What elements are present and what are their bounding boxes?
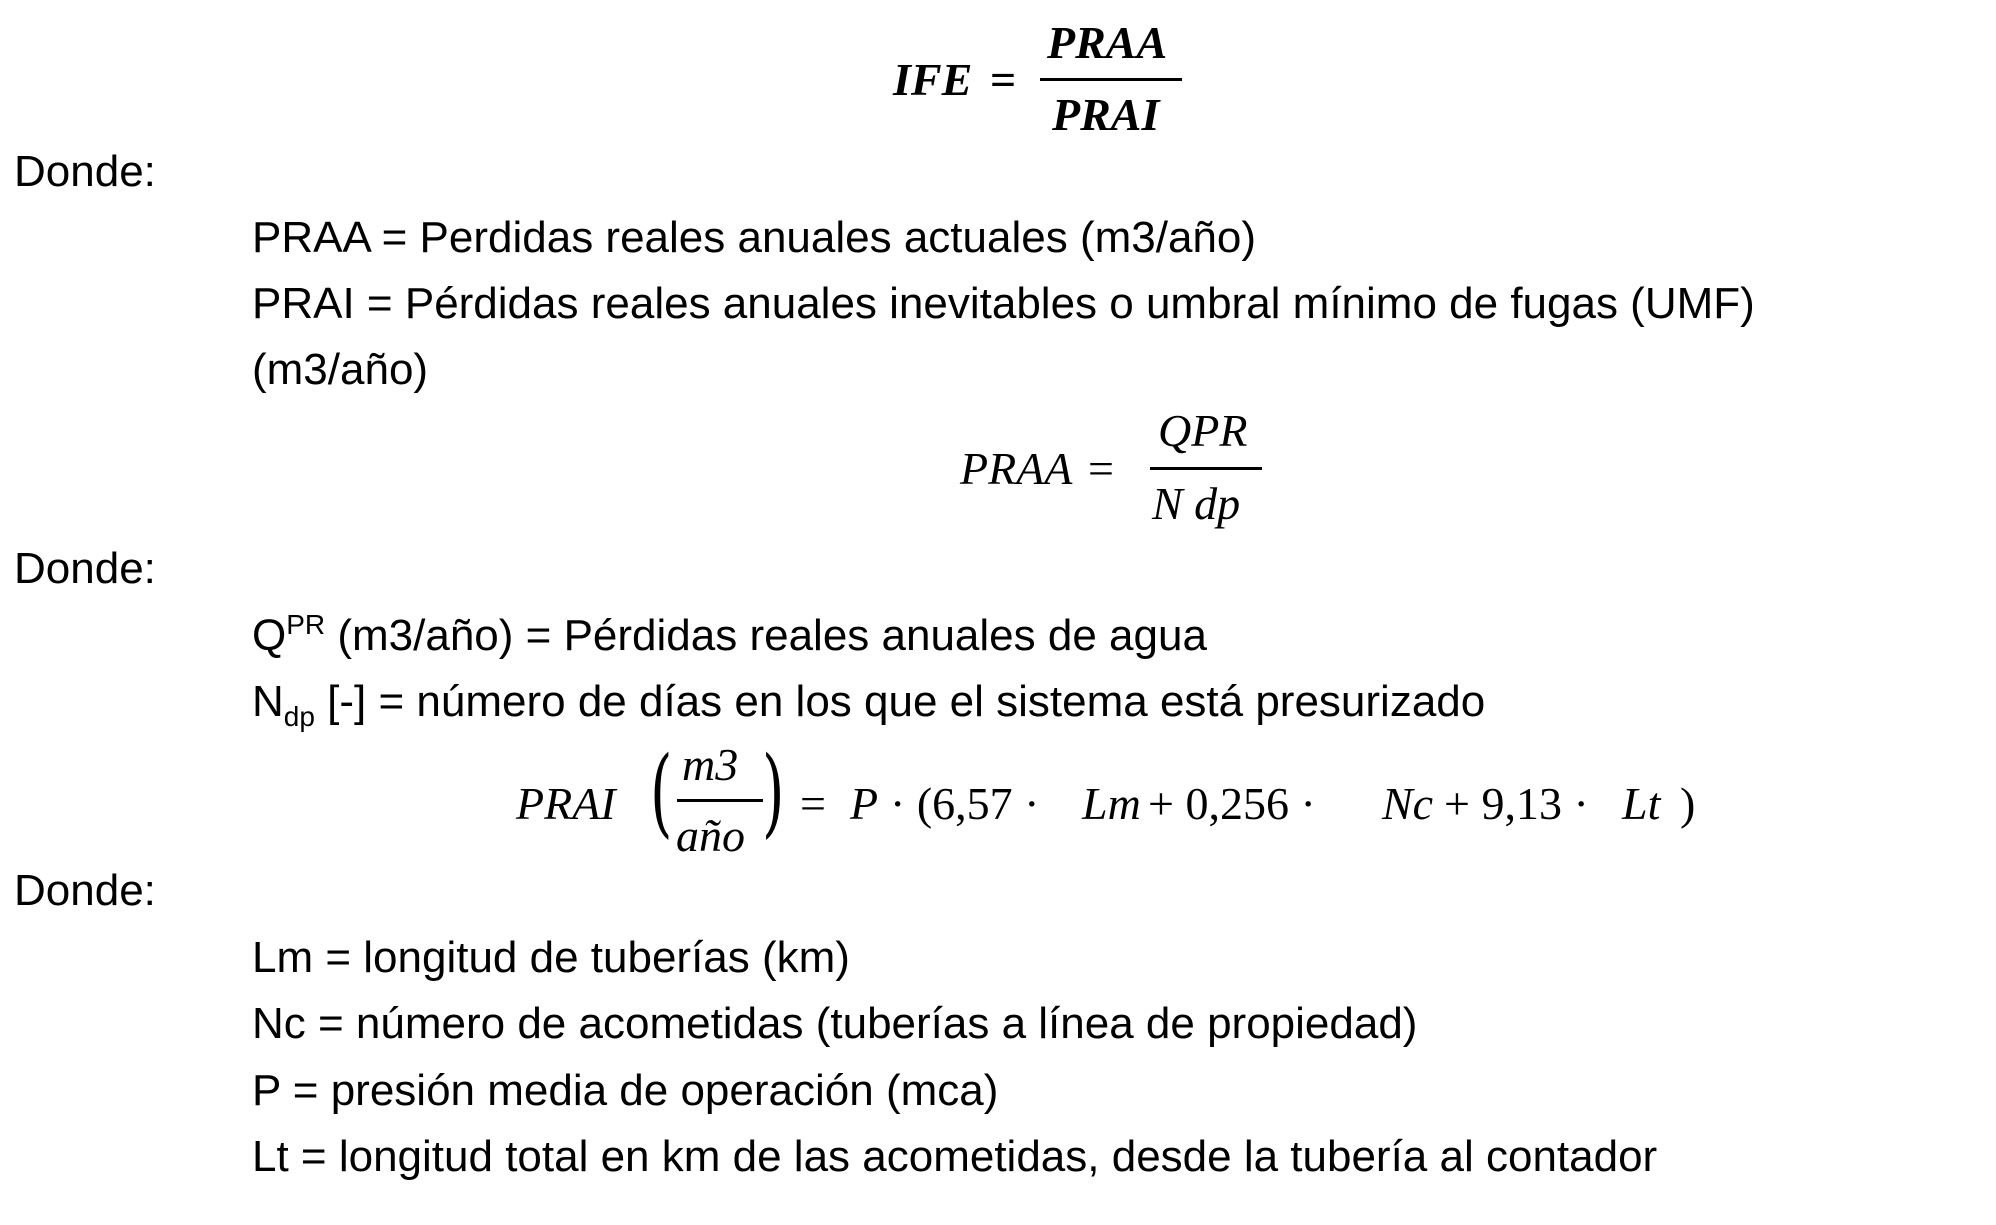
formula-prai-equals: =	[800, 778, 826, 829]
ndp-description: [-] = número de días en los que el sistema está presurizado	[314, 677, 1486, 726]
qpr-description: (m3/año) = Pérdidas reales anuales de agua	[325, 611, 1207, 660]
formula-praa-equals: =	[1088, 443, 1114, 494]
formula-prai-expr-3: + 9,13 ·	[1444, 778, 1589, 829]
formula-prai-p: P	[850, 778, 879, 829]
definition-lt: Lt = longitud total en km de las acometidas, desde la tubería al contador	[252, 1132, 1658, 1181]
definition-praa: PRAA = Perdidas reales anuales actuales (m3/año)	[252, 213, 1257, 262]
formula-ife-denominator: PRAI	[1052, 89, 1160, 140]
ndp-subscript: dp	[283, 701, 315, 732]
formula-prai-nc: Nc	[1382, 778, 1434, 829]
definition-prai: PRAI = Pérdidas reales anuales inevitables o umbral mínimo de fugas (UMF)	[252, 279, 1755, 328]
qpr-base: Q	[252, 611, 287, 660]
definition-p: P = presión media de operación (mca)	[252, 1066, 999, 1115]
formula-praa-numerator: QPR	[1158, 405, 1248, 456]
formula-prai-lhs: PRAI	[516, 778, 616, 829]
formula-prai-unit-fraction-bar	[677, 799, 763, 802]
formula-ife-fraction-bar	[1040, 78, 1182, 81]
formula-prai-expr-2: + 0,256 ·	[1148, 778, 1316, 829]
formula-prai-paren-close: )	[762, 736, 785, 848]
formula-praa-lhs: PRAA	[960, 443, 1073, 494]
definition-lm: Lm = longitud de tuberías (km)	[252, 933, 850, 982]
formula-prai-paren-open: (	[650, 736, 673, 848]
definition-ndp	[252, 677, 1486, 732]
formula-prai-lm: Lm	[1082, 778, 1141, 829]
qpr-superscript: PR	[286, 609, 326, 640]
definition-prai-unit: (m3/año)	[252, 345, 429, 394]
formula-ife-lhs: IFE	[893, 54, 973, 105]
formula-ife-numerator: PRAA	[1047, 17, 1168, 68]
ndp-base: N	[252, 677, 284, 726]
definition-qpr	[252, 609, 1207, 660]
formula-prai-expr-1: · (6,57 ·	[890, 778, 1040, 829]
donde-label-2: Donde:	[14, 544, 156, 593]
definition-nc: Nc = número de acometidas (tuberías a línea de propiedad)	[252, 999, 1418, 1048]
formula-praa-denominator: N dp	[1152, 478, 1241, 529]
donde-label-3: Donde:	[14, 866, 156, 915]
formula-ife-equals: =	[990, 54, 1017, 105]
formula-prai-unit-numerator: m3	[682, 739, 739, 790]
formula-praa-fraction-bar	[1150, 467, 1262, 470]
donde-label-1: Donde:	[14, 147, 156, 196]
formula-prai-lt: Lt	[1622, 778, 1661, 829]
formula-prai-unit-denominator: año	[676, 810, 745, 861]
formula-prai-close: )	[1680, 778, 1696, 829]
